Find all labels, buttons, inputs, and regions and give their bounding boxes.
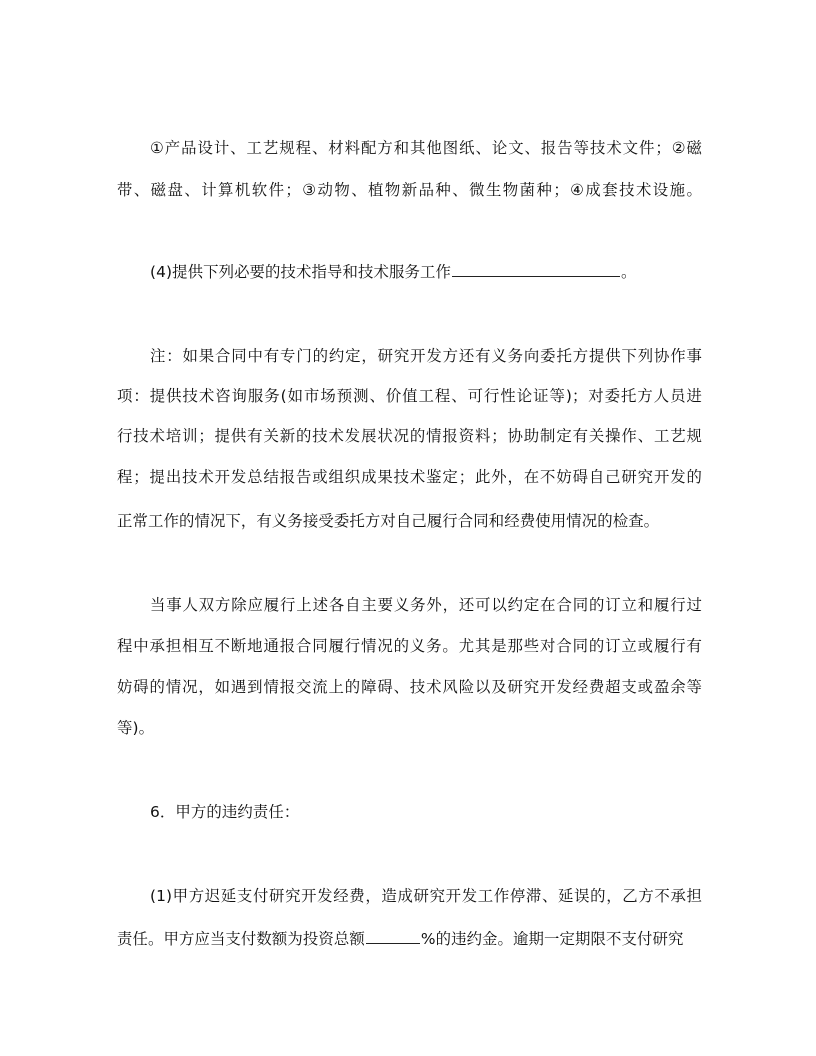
paragraph-line: 行技术培训；提供有关新的技术发展状况的情报资料；协助制定有关操作、工艺规 bbox=[117, 427, 702, 445]
penalty-text-end: %的违约金。逾期一定期限不支付研究 bbox=[420, 930, 684, 948]
paragraph-line: 项：提供技术咨询服务(如市场预测、价值工程、可行性论证等)；对委托方人员进 bbox=[117, 387, 702, 405]
paragraph-line: (1)甲方迟延支付研究开发经费，造成研究开发工作停滞、延误的，乙方不承担 bbox=[150, 887, 702, 905]
paragraph-line: 正常工作的情况下，有义务接受委托方对自己履行合同和经费使用情况的检查。 bbox=[117, 512, 660, 530]
fill-in-blank[interactable] bbox=[366, 929, 420, 944]
fill-in-blank[interactable] bbox=[452, 262, 620, 277]
item-4-text: (4)提供下列必要的技术指导和技术服务工作 bbox=[150, 263, 451, 281]
paragraph-line: 程中承担相互不断地通报合同履行情况的义务。尤其是那些对合同的订立或履行有 bbox=[117, 637, 702, 655]
item-4-end: 。 bbox=[620, 263, 637, 281]
paragraph-line: 等)。 bbox=[117, 719, 155, 737]
paragraph-line: 妨碍的情况，如遇到情报交流上的障碍、技术风险以及研究开发经费超支或盈余等 bbox=[117, 678, 702, 696]
paragraph-line: 程；提出技术开发总结报告或组织成果技术鉴定；此外，在不妨碍自己研究开发的 bbox=[117, 468, 702, 486]
paragraph-line: 当事人双方除应履行上述各自主要义务外，还可以约定在合同的订立和履行过 bbox=[150, 596, 702, 614]
section-heading: 6．甲方的违约责任： bbox=[150, 803, 300, 821]
paragraph-line: ①产品设计、工艺规程、材料配方和其他图纸、论文、报告等技术文件；②磁 bbox=[150, 139, 702, 157]
paragraph-line: 注：如果合同中有专门的约定，研究开发方还有义务向委托方提供下列协作事 bbox=[150, 347, 702, 365]
penalty-text: 责任。甲方应当支付数额为投资总额 bbox=[117, 930, 365, 948]
penalty-line bbox=[117, 929, 702, 949]
paragraph-line: 带、磁盘、计算机软件；③动物、植物新品种、微生物菌种；④成套技术设施。 bbox=[117, 181, 702, 199]
item-4-line bbox=[150, 262, 702, 282]
